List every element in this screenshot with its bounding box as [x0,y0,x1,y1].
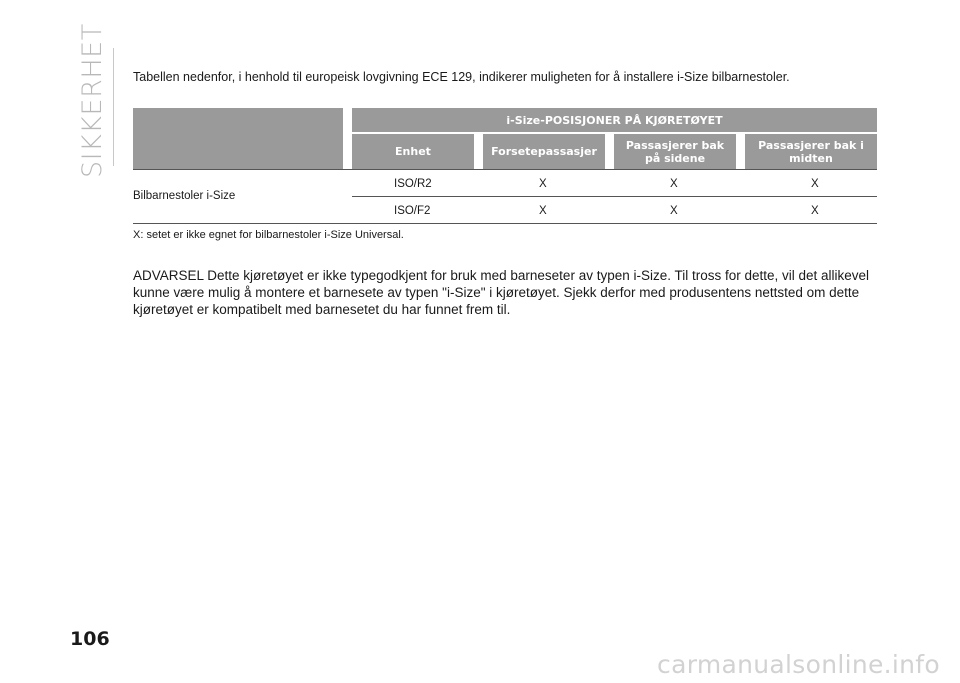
cell-front: X [539,178,547,190]
cell-unit: ISO/R2 [394,178,432,190]
column-header-unit: Enhet [352,134,474,169]
cell-rear-middle: X [811,205,819,217]
warning-text: ADVARSEL Dette kjøretøyet er ikke typegodkjent for bruk med barneseter av typen i-Size. Til tross for dette, vil det allikevel kunne være mulig å montere et barnesete av typen "i-Size" i kjøretøyet. Sjekk derfor med produsentens nettsted om dette kjøretøyet er kompatibelt med barnesetet du har funnet frem til. [133,268,870,317]
table-row [352,197,877,224]
cell-front: X [539,205,547,217]
row-label: Bilbarnestoler i-Size [133,190,236,202]
cell-rear-side: X [670,205,678,217]
cell-rear-side: X [670,178,678,190]
section-title: SIKKERHET [77,23,108,178]
column-header-front-passenger: Forsetepassasjer [483,134,605,169]
table-rule [133,223,877,224]
section-divider [113,48,114,166]
watermark: carmanualsonline.info [657,650,940,679]
cell-rear-middle: X [811,178,819,190]
cell-unit: ISO/F2 [394,205,431,217]
column-header-rear-side: Passasjerer bak på sidene [614,134,736,169]
table-footnote: X: setet er ikke egnet for bilbarnestoler i-Size Universal. [133,229,404,241]
table-group-header: i-Size-POSISJONER PÅ KJØRETØYET [352,108,877,132]
page-number: 106 [70,628,110,650]
table-header-blank [133,108,343,169]
column-header-rear-middle: Passasjerer bak i midten [745,134,877,169]
table-row [352,170,877,197]
intro-text: Tabellen nedenfor, i henhold til europeisk lovgivning ECE 129, indikerer muligheten for å installere i-Size bilbarnestoler. [133,70,790,84]
